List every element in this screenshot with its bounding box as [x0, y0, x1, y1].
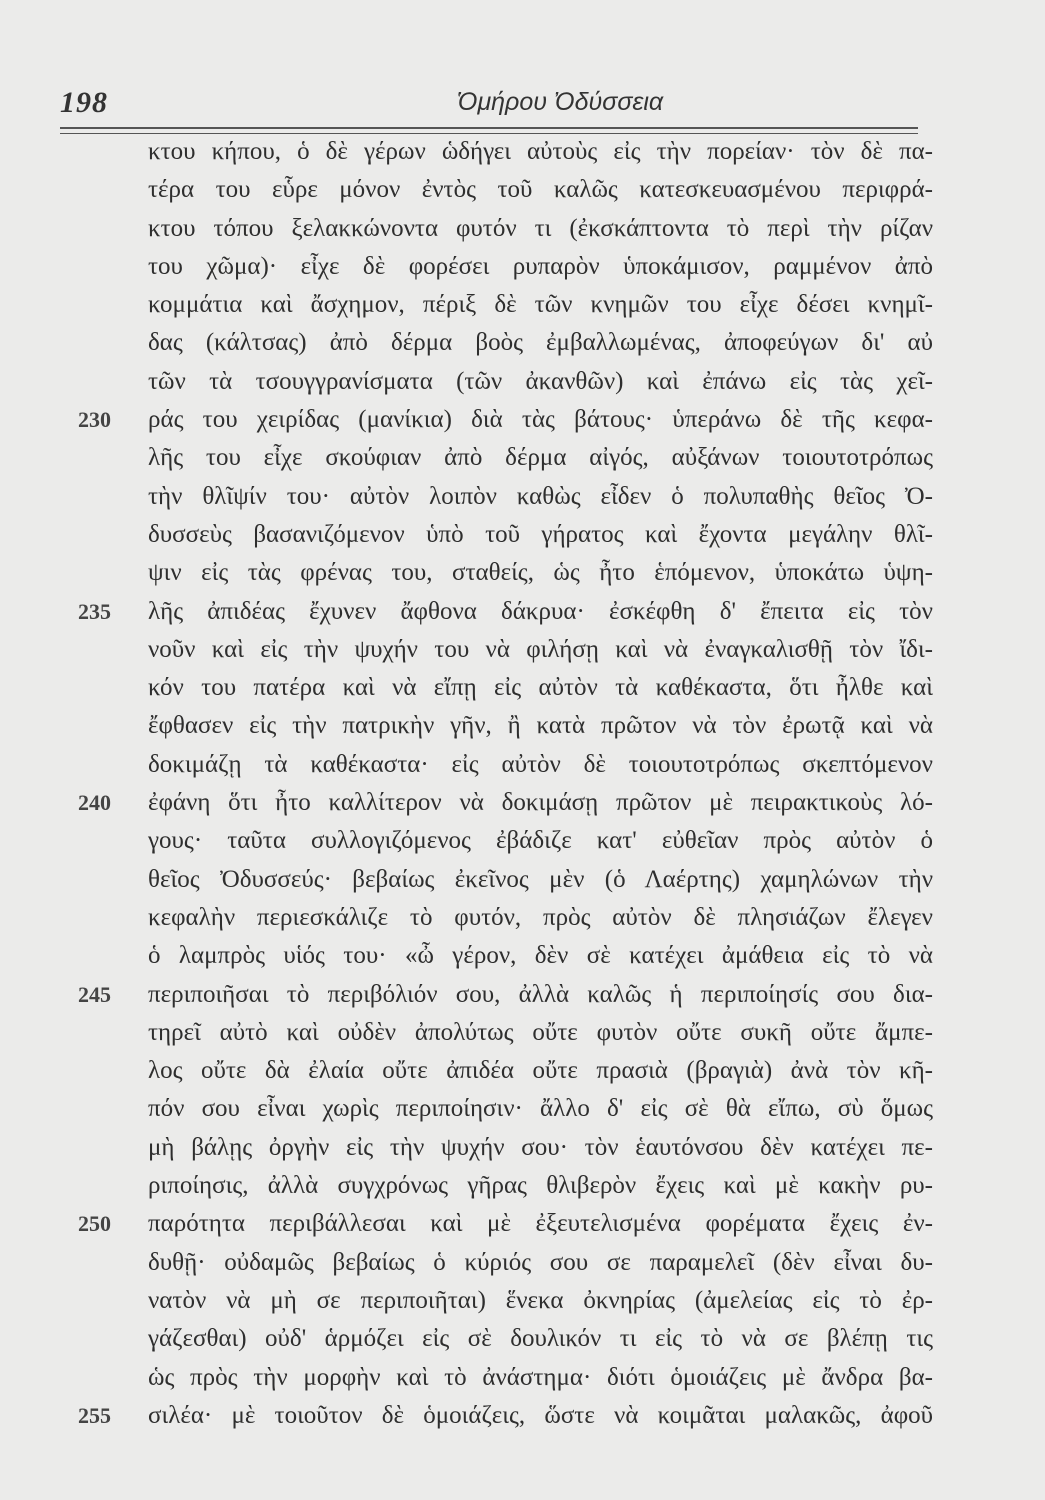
line-text: κτου κήπου, ὁ δὲ γέρων ὡδήγει αὐτοὺς εἰς τὴν πορείαν· τὸν δὲ πα-	[148, 138, 933, 165]
line-text: δυσσεὺς βασανιζόμενον ὑπὸ τοῦ γήρατος καὶ ἔχοντα μεγάλην θλῖ-	[148, 520, 933, 548]
line-text: λῆς ἀπιδέας ἔχυνεν ἄφθονα δάκρυα· ἐσκέφθη δ' ἔπειτα εἰς τὸν	[148, 597, 933, 625]
text-line	[148, 248, 933, 286]
text-line	[148, 478, 933, 516]
line-text: τηρεῖ αὐτὸ καὶ οὐδὲν ἀπολύτως οὔτε φυτὸν οὔτε συκῆ οὔτε ἄμπε-	[148, 1018, 933, 1046]
line-text: κομμάτια καὶ ἄσχημον, πέριξ δὲ τῶν κνημῶν του εἶχε δέσει κνημῖ-	[148, 291, 933, 319]
line-text: μὴ βάλῃς ὀργὴν εἰς τὴν ψυχήν σου· τὸν ἑαυτόνσου δὲν κατέχει πε-	[148, 1133, 933, 1161]
line-text: κεφαλὴν περιεσκάλιζε τὸ φυτόν, πρὸς αὐτὸν δὲ πλησιάζων ἔλεγεν	[148, 903, 933, 931]
line-text: ὡς πρὸς τὴν μορφὴν καὶ τὸ ἀνάστημα· διότι ὁμοιάζεις μὲ ἄνδρα βα-	[148, 1363, 933, 1391]
running-title: Ὁμήρου Ὀδύσσεια	[456, 88, 664, 116]
line-text: του χῶμα)· εἶχε δὲ φορέσει ρυπαρὸν ὑποκάμισον, ραμμένον ἀπὸ	[148, 252, 933, 280]
verse-line-number: 245	[78, 981, 111, 1007]
text-line	[148, 1052, 933, 1090]
line-text: τῶν τὰ τσουγγρανίσματα (τῶν ἀκανθῶν) καὶ ἐπάνω εἰς τὰς χεῖ-	[148, 367, 933, 395]
text-line	[148, 210, 933, 248]
line-text: κόν του πατέρα καὶ νὰ εἴπῃ εἰς αὐτὸν τὰ καθέκαστα, ὅτι ἦλθε καὶ	[148, 674, 933, 702]
line-text: ἔφθασεν εἰς τὴν πατρικὴν γῆν, ἢ κατὰ πρῶτον νὰ τὸν ἐρωτᾷ καὶ νὰ	[148, 712, 933, 740]
text-line	[78, 976, 933, 1014]
line-text: κτου τόπου ξελακκώνοντα φυτόν τι (ἐκσκάπτοντα τὸ περὶ τὴν ρίζαν	[148, 214, 933, 242]
line-text: γάζεσθαι) οὐδ' ἁρμόζει εἰς σὲ δουλικόν τι εἰς τὸ νὰ σε βλέπῃ τις	[148, 1325, 933, 1353]
line-text: σιλέα· μὲ τοιοῦτον δὲ ὁμοιάζεις, ὥστε νὰ κοιμᾶται μαλακῶς, ἀφοῦ	[148, 1401, 933, 1429]
text-line	[148, 937, 933, 975]
line-text: νατὸν νὰ μὴ σε περιποιῆται) ἕνεκα ὀκνηρίας (ἀμελείας εἰς τὸ ἐρ-	[148, 1286, 933, 1314]
text-line	[148, 439, 933, 477]
verse-line-number: 235	[78, 598, 111, 624]
text-line	[148, 1244, 933, 1282]
line-text: δυθῇ· οὐδαμῶς βεβαίως ὁ κύριός σου σε παραμελεῖ (δὲν εἶναι δυ-	[148, 1248, 933, 1276]
text-line	[148, 707, 933, 745]
text-line	[148, 822, 933, 860]
line-text: τὴν θλῖψίν του· αὐτὸν λοιπὸν καθὼς εἶδεν ὁ πολυπαθὴς θεῖος Ὀ-	[148, 482, 933, 510]
text-line	[78, 1397, 933, 1435]
text-line	[148, 554, 933, 592]
line-text: θεῖος Ὀδυσσεύς· βεβαίως ἐκεῖνος μὲν (ὁ Λαέρτης) χαμηλώνων τὴν	[148, 865, 933, 893]
line-text: ὁ λαμπρὸς υἱός του· «ὦ γέρον, δὲν σὲ κατέχει ἀμάθεια εἰς τὸ νὰ	[148, 942, 933, 970]
line-text: λῆς του εἶχε σκούφιαν ἀπὸ δέρμα αἰγός, αὐξάνων τοιουτοτρόπως	[148, 444, 933, 472]
header-rule	[60, 127, 918, 129]
text-line	[148, 363, 933, 401]
line-text: παρότητα περιβάλλεσαι καὶ μὲ ἐξευτελισμένα φορέματα ἔχεις ἐν-	[148, 1210, 933, 1238]
text-line	[148, 1014, 933, 1052]
text-line	[148, 1320, 933, 1358]
line-text: πόν σου εἶναι χωρὶς περιποίησιν· ἄλλο δ' εἰς σὲ θὰ εἴπω, σὺ ὅμως	[148, 1095, 933, 1123]
line-text: τέρα του εὗρε μόνον ἐντὸς τοῦ καλῶς κατεσκευασμένου περιφρά-	[148, 176, 933, 204]
text-line	[148, 1090, 933, 1128]
line-text: νοῦν καὶ εἰς τὴν ψυχήν του νὰ φιλήσῃ καὶ νὰ ἐναγκαλισθῇ τὸν ἴδι-	[148, 635, 933, 663]
line-text: δοκιμάζῃ τὰ καθέκαστα· εἰς αὐτὸν δὲ τοιουτοτρόπως σκεπτόμενον	[148, 750, 933, 778]
text-line	[148, 1129, 933, 1167]
text-line	[148, 133, 933, 171]
text-line	[148, 746, 933, 784]
line-text: ριποίησις, ἀλλὰ συγχρόνως γῆρας θλιβερὸν ἔχεις καὶ μὲ κακὴν ρυ-	[148, 1172, 933, 1200]
verse-line-number: 250	[78, 1211, 111, 1237]
text-line	[148, 669, 933, 707]
text-line	[148, 1167, 933, 1205]
line-text: ἐφάνη ὅτι ἦτο καλλίτερον νὰ δοκιμάσῃ πρῶτον μὲ πειρακτικοὺς λό-	[148, 789, 933, 817]
line-text: ψιν εἰς τὰς φρένας του, σταθείς, ὡς ἦτο ἑπόμενον, ὑποκάτω ὑψη-	[148, 559, 933, 587]
text-line	[78, 1205, 933, 1243]
text-line	[148, 631, 933, 669]
line-text: δας (κάλτσας) ἀπὸ δέρμα βοὸς ἐμβαλλωμένας, ἀποφεύγων δι' αὐ	[148, 329, 933, 357]
text-line	[148, 1282, 933, 1320]
text-line	[78, 784, 933, 822]
text-line	[148, 899, 933, 937]
text-line	[78, 401, 933, 439]
verse-line-number: 255	[78, 1402, 111, 1428]
line-text: ράς του χειρίδας (μανίκια) διὰ τὰς βάτους· ὑπεράνω δὲ τῆς κεφα-	[148, 406, 933, 434]
page-number: 198	[60, 86, 108, 119]
text-line	[148, 171, 933, 209]
verse-line-number: 240	[78, 790, 111, 816]
line-text: γους· ταῦτα συλλογιζόμενος ἐβάδιζε κατ' εὐθεῖαν πρὸς αὐτὸν ὁ	[148, 827, 933, 855]
line-text: περιποιῆσαι τὸ περιβόλιόν σου, ἀλλὰ καλῶς ἡ περιποίησίς σου δια-	[148, 980, 933, 1008]
text-line	[148, 286, 933, 324]
text-line	[148, 516, 933, 554]
text-line	[148, 1359, 933, 1397]
line-text: λος οὔτε δὰ ἐλαία οὔτε ἀπιδέα οὔτε πρασιὰ (βραγιὰ) ἀνὰ τὸν κῆ-	[148, 1057, 933, 1085]
text-line	[148, 324, 933, 362]
text-line	[78, 593, 933, 631]
page-body	[78, 133, 933, 1435]
text-line	[148, 861, 933, 899]
verse-line-number: 230	[78, 407, 111, 433]
